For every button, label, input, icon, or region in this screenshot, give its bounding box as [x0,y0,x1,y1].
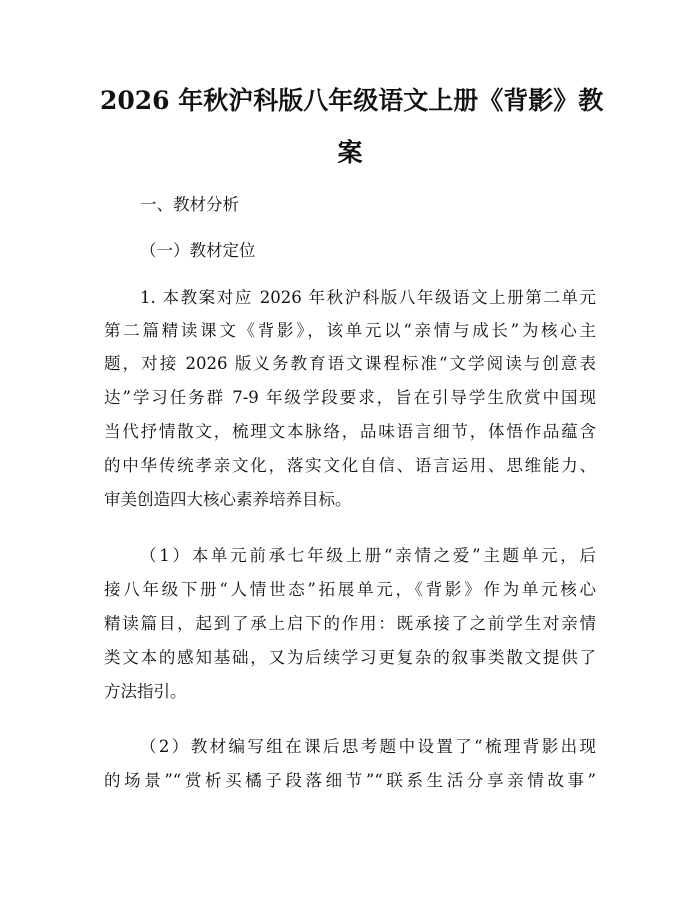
section-heading: 一、教材分析 [140,195,239,214]
paragraph-line: 接八年级下册“人情世态”拓展单元，《背影》作为单元核心 [104,580,596,599]
paragraph-line: 的场景”“赏析买橘子段落细节”“联系生活分享亲情故事” [104,771,596,790]
paragraph-line: 精读篇目，起到了承上启下的作用：既承接了之前学生对亲情 [104,614,596,633]
paragraph-line: 达”学习任务群 7-9 年级学段要求，旨在引导学生欣赏中国现 [104,388,596,407]
paragraph-line: 方法指引。 [104,682,187,701]
document-title-line-1: 2026 年秋沪科版八年级语文上册《背影》教 [100,86,604,115]
paragraph-line: （2）教材编写组在课后思考题中设置了“梳理背影出现 [140,737,596,756]
paragraph-line: 题，对接 2026 版义务教育语文课程标准“文学阅读与创意表 [104,354,596,373]
paragraph-line: 的中华传统孝亲文化，落实文化自信、语言运用、思维能力、 [104,456,596,475]
paragraph-line: 当代抒情散文，梳理文本脉络，品味语言细节，体悟作品蕴含 [104,422,596,441]
subsection-heading: （一）教材定位 [140,241,256,260]
paragraph-line: 类文本的感知基础，又为后续学习更复杂的叙事类散文提供了 [104,648,596,667]
paragraph-line: 1. 本教案对应 2026 年秋沪科版八年级语文上册第二单元 [140,288,596,307]
document-title-line-2: 案 [337,138,363,167]
paragraph-line: （1）本单元前承七年级上册“亲情之爱”主题单元，后 [140,546,596,565]
paragraph-line: 审美创造四大核心素养培养目标。 [104,490,352,509]
paragraph-line: 第二篇精读课文《背影》，该单元以“亲情与成长”为核心主 [104,321,596,340]
